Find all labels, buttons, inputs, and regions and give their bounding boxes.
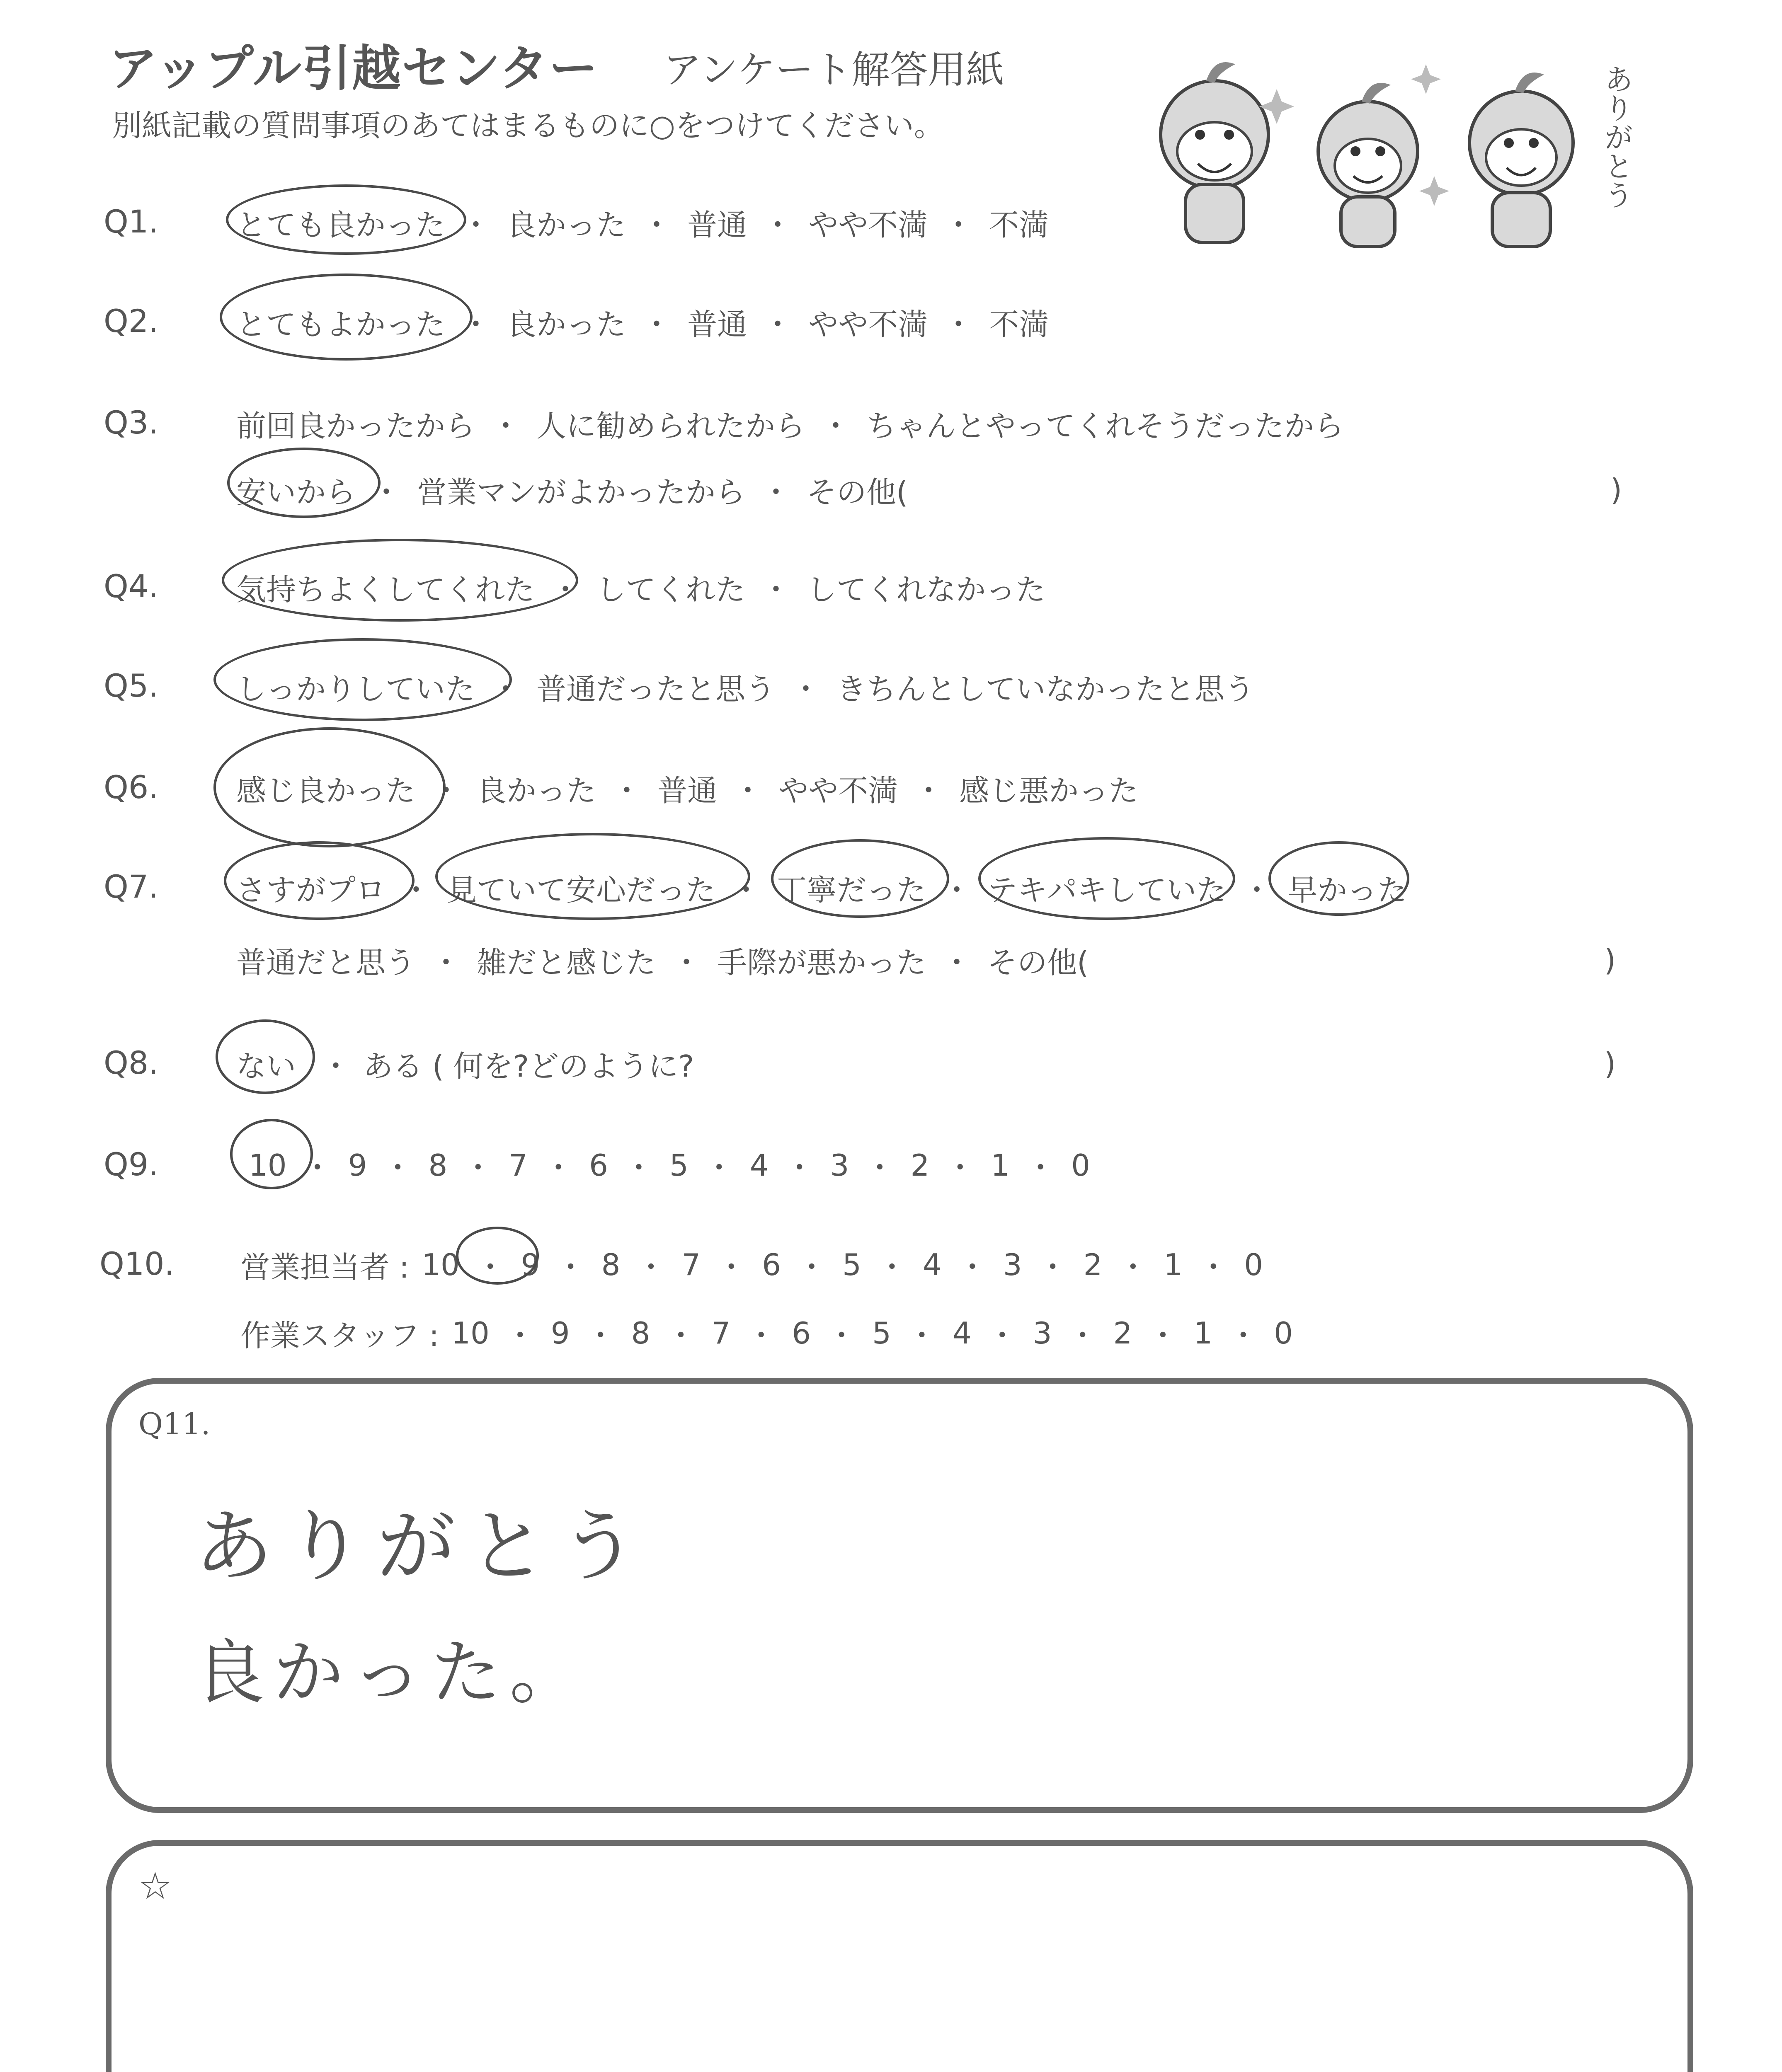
q10-sales-answer-circle <box>456 1227 539 1285</box>
q7-label: Q7. <box>104 868 159 905</box>
q10-staff-score-7[interactable]: 7 <box>711 1316 731 1351</box>
q11-comment-box[interactable] <box>106 1378 1693 1813</box>
q4-option-1[interactable]: 気持ちよくしてくれた <box>236 572 535 607</box>
q10-label: Q10. <box>99 1245 175 1282</box>
q10-staff-score-3[interactable]: 3 <box>1033 1316 1052 1351</box>
q6-options: 感じ良かった ・ 良かった ・ 普通 ・ やや不満 ・ 感じ悪かった <box>236 767 1138 810</box>
q3-label: Q3. <box>104 404 159 441</box>
q2-answer-circle <box>220 274 473 361</box>
q11-handwriting-line1: ありがとう <box>194 1501 651 1592</box>
q7-option-8[interactable]: 手際が悪かった <box>717 945 926 980</box>
q1-option-3[interactable]: 普通 <box>687 208 747 242</box>
q1-option-2[interactable]: 良かった <box>507 208 626 242</box>
q1-option-5[interactable]: 不満 <box>989 208 1049 242</box>
q5-option-3[interactable]: きちんとしていなかったと思う <box>836 672 1255 707</box>
q10-sales-score-0[interactable]: 0 <box>1244 1247 1263 1282</box>
q8-option-2[interactable]: ある ( 何を?どのように? <box>363 1049 694 1084</box>
q1-answer-circle <box>226 184 466 255</box>
q7-option-4[interactable]: テキパキしていた <box>987 873 1227 908</box>
q9-score-6[interactable]: 6 <box>589 1148 608 1183</box>
q10-sales-score-9[interactable]: 9 <box>521 1247 540 1282</box>
q7-answer-circle-4 <box>978 837 1235 920</box>
q8-options: ない ・ ある ( 何を?どのように? <box>236 1042 694 1085</box>
q10-staff-score-4[interactable]: 4 <box>952 1316 972 1351</box>
q6-option-2[interactable]: 良かった <box>477 773 596 808</box>
q10-sales-score-10[interactable]: 10 <box>422 1247 460 1282</box>
q3-option-other[interactable]: その他( <box>807 475 908 510</box>
q9-scale: 10 ・ 9 ・ 8 ・ 7 ・ 6 ・ 5 ・ 4 ・ 3 ・ 2 ・ 1 ・ 0 <box>249 1148 1090 1185</box>
q7-option-5[interactable]: 早かった <box>1287 873 1407 908</box>
q3-answer-circle <box>227 448 381 518</box>
form-subtitle: アンケート解答用紙 <box>663 48 1004 92</box>
q9-score-3[interactable]: 3 <box>830 1148 849 1183</box>
q5-answer-circle <box>213 638 512 721</box>
form-title: アップル引越センター <box>109 40 599 97</box>
q9-score-5[interactable]: 5 <box>669 1148 689 1183</box>
q4-option-2[interactable]: してくれた <box>596 572 746 607</box>
q10-staff-score-1[interactable]: 1 <box>1193 1316 1213 1351</box>
q8-answer-circle <box>216 1019 315 1094</box>
q3-option-3[interactable]: ちゃんとやってくれそうだったから <box>866 409 1344 443</box>
q9-score-8[interactable]: 8 <box>428 1148 448 1183</box>
q10-staff-score-6[interactable]: 6 <box>792 1316 811 1351</box>
q7-answer-circle-3 <box>771 839 949 918</box>
q2-option-2[interactable]: 良かった <box>507 307 626 342</box>
q1-option-4[interactable]: やや不満 <box>808 208 928 242</box>
q9-score-1[interactable]: 1 <box>991 1148 1010 1183</box>
q2-label: Q2. <box>104 303 159 339</box>
q6-option-5[interactable]: 感じ悪かった <box>959 773 1139 808</box>
q10-sales-score-7[interactable]: 7 <box>681 1247 701 1282</box>
q9-score-7[interactable]: 7 <box>509 1148 528 1183</box>
q3-option-2[interactable]: 人に勧められたから <box>536 409 805 443</box>
q10-staff-score-0[interactable]: 0 <box>1274 1316 1293 1351</box>
q8-label: Q8. <box>104 1044 159 1081</box>
q11-handwriting-line2: 良かった。 <box>194 1632 589 1714</box>
q7-answer-circle-5 <box>1268 841 1409 916</box>
q9-score-2[interactable]: 2 <box>910 1148 930 1183</box>
q2-option-1[interactable]: とてもよかった <box>236 307 446 342</box>
q3-option-4[interactable]: 安いから <box>236 475 356 510</box>
q7-option-3[interactable]: 丁寧だった <box>777 873 926 908</box>
q10-sales-score-8[interactable]: 8 <box>601 1247 621 1282</box>
q1-label: Q1. <box>104 203 159 240</box>
q2-option-5[interactable]: 不満 <box>989 307 1049 342</box>
q10-staff-score-9[interactable]: 9 <box>550 1316 570 1351</box>
star-label: ☆ <box>138 1864 172 1908</box>
q9-score-10[interactable]: 10 <box>249 1148 287 1183</box>
q9-answer-circle <box>230 1119 313 1189</box>
q7-answer-circle-1 <box>224 841 415 920</box>
q10-sales-label: 営業担当者 : <box>240 1250 410 1285</box>
q6-answer-circle <box>213 727 446 847</box>
q10-sales-score-5[interactable]: 5 <box>842 1247 861 1282</box>
q8-option-1[interactable]: ない <box>236 1049 296 1084</box>
q4-option-3[interactable]: してくれなかった <box>807 572 1046 607</box>
q7-option-7[interactable]: 雑だと感じた <box>477 945 656 980</box>
q10-staff-score-8[interactable]: 8 <box>631 1316 650 1351</box>
q1-option-1[interactable]: とても良かった <box>236 208 446 242</box>
q6-option-3[interactable]: 普通 <box>657 773 718 808</box>
q9-score-4[interactable]: 4 <box>749 1148 769 1183</box>
q7-option-other[interactable]: その他( <box>987 945 1089 980</box>
q11-label: Q11. <box>138 1406 211 1441</box>
q9-score-9[interactable]: 9 <box>348 1148 367 1183</box>
q7-option-2[interactable]: 見ていて安心だった <box>447 873 716 908</box>
q2-options: とてもよかった ・ 良かった ・ 普通 ・ やや不満 ・ 不満 <box>236 300 1049 344</box>
q7-option-6[interactable]: 普通だと思う <box>236 945 416 980</box>
q3-option-1[interactable]: 前回良かったから <box>236 409 475 443</box>
q7-options-line1: さすがプロ ・ 見ていて安心だった ・ 丁寧だった ・ テキパキしていた ・ 早かった <box>236 866 1407 909</box>
q10-sales-scale: 営業担当者 : 10 ・ 9 ・ 8 ・ 7 ・ 6 ・ 5 ・ 4 ・ 3 ・ 2 ・ 1 ・ 0 <box>240 1243 1263 1286</box>
q6-option-1[interactable]: 感じ良かった <box>236 773 416 808</box>
q10-staff-score-10[interactable]: 10 <box>451 1316 490 1351</box>
mascot-illustration <box>1136 39 1658 255</box>
q5-label: Q5. <box>104 667 159 704</box>
q3-close-paren: ) <box>1610 472 1622 507</box>
q8-close-paren: ) <box>1604 1046 1616 1081</box>
q2-option-3[interactable]: 普通 <box>687 307 747 342</box>
q10-staff-score-5[interactable]: 5 <box>872 1316 891 1351</box>
q10-staff-scale: 作業スタッフ : 10 ・ 9 ・ 8 ・ 7 ・ 6 ・ 5 ・ 4 ・ 3 ・ 2 ・ 1 ・ 0 <box>240 1312 1293 1355</box>
q10-staff-score-2[interactable]: 2 <box>1113 1316 1132 1351</box>
q6-label: Q6. <box>104 769 159 806</box>
form-instruction: 別紙記載の質問事項のあてはまるものに○をつけてください。 <box>112 108 944 143</box>
q10-sales-score-6[interactable]: 6 <box>762 1247 781 1282</box>
q10-sales-score-4[interactable]: 4 <box>922 1247 942 1282</box>
q5-option-2[interactable]: 普通だったと思う <box>536 672 776 707</box>
q10-staff-label: 作業スタッフ : <box>240 1318 439 1353</box>
q7-options-line2: 普通だと思う ・ 雑だと感じた ・ 手際が悪かった ・ その他( <box>236 939 1089 982</box>
star-comment-box[interactable] <box>106 1840 1693 2072</box>
q1-options: とても良かった ・ 良かった ・ 普通 ・ やや不満 ・ 不満 <box>236 201 1049 244</box>
q4-options: 気持ちよくしてくれた ・ してくれた ・ してくれなかった <box>236 566 1045 609</box>
q10-sales-score-2[interactable]: 2 <box>1083 1247 1103 1282</box>
q3-options-line2: 安いから ・ 営業マンがよかったから ・ その他( <box>236 468 908 511</box>
q5-options: しっかりしていた ・ 普通だったと思う ・ きちんとしていなかったと思う <box>236 665 1254 708</box>
q7-answer-circle-2 <box>435 833 750 920</box>
q3-option-5[interactable]: 営業マンがよかったから <box>417 475 746 510</box>
q7-close-paren: ) <box>1604 943 1616 978</box>
mascot-text: ありがとう <box>1600 64 1634 209</box>
q6-option-4[interactable]: やや不満 <box>778 773 898 808</box>
q7-option-1[interactable]: さすがプロ <box>236 873 386 908</box>
q3-options-line1: 前回良かったから ・ 人に勧められたから ・ ちゃんとやってくれそうだったから <box>236 402 1344 445</box>
q4-answer-circle <box>222 539 578 622</box>
q9-label: Q9. <box>104 1146 159 1183</box>
q2-option-4[interactable]: やや不満 <box>808 307 928 342</box>
q9-score-0[interactable]: 0 <box>1071 1148 1090 1183</box>
q10-sales-score-1[interactable]: 1 <box>1164 1247 1183 1282</box>
q10-sales-score-3[interactable]: 3 <box>1003 1247 1022 1282</box>
q5-option-1[interactable]: しっかりしていた <box>236 672 475 707</box>
q4-label: Q4. <box>104 568 159 605</box>
